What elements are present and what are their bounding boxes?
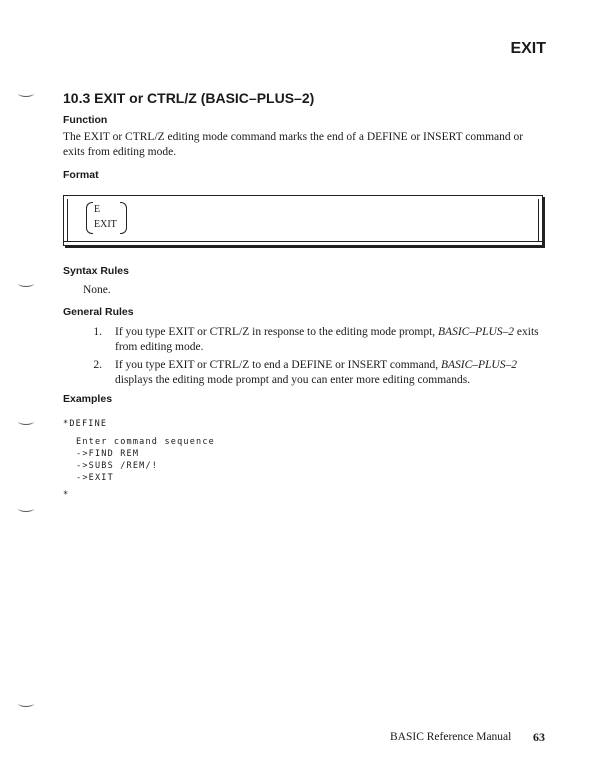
example-line: Enter command sequence: [76, 437, 215, 447]
function-text: The EXIT or CTRL/Z editing mode command marks the end of a DEFINE or INSERT command or exits from editing mode.: [63, 131, 524, 158]
format-heading: Format: [63, 169, 99, 181]
rule-number: 1.: [93, 326, 102, 338]
example-line: ->SUBS /REM/!: [76, 461, 159, 471]
margin-mark: [18, 90, 34, 97]
rule-text: If you type EXIT or CTRL/Z in response to the editing mode prompt, BASIC–PLUS–2 exits from editing mode.: [115, 326, 539, 353]
margin-mark: [18, 505, 34, 512]
page-number: 63: [533, 730, 545, 744]
running-head: EXIT: [510, 40, 546, 57]
example-line: ->FIND REM: [76, 449, 140, 459]
rule-text: If you type EXIT or CTRL/Z to end a DEFINE or INSERT command, BASIC–PLUS–2 displays the editing mode prompt and you can enter more editing commands.: [115, 359, 517, 386]
examples-heading: Examples: [63, 393, 113, 405]
example-command: *DEFINE: [63, 419, 108, 429]
format-box: [63, 195, 543, 246]
margin-mark: [18, 280, 34, 287]
general-rules-heading: General Rules: [63, 306, 134, 318]
section-heading: 10.3 EXIT or CTRL/Z (BASIC–PLUS–2): [63, 90, 315, 106]
format-option-exit: EXIT: [94, 219, 117, 230]
example-final-prompt: *: [63, 490, 70, 500]
example-line: ->EXIT: [76, 473, 114, 483]
right-brace: [120, 202, 127, 234]
footer-title: BASIC Reference Manual: [390, 731, 512, 743]
syntax-rules-heading: Syntax Rules: [63, 265, 129, 277]
rule-number: 2.: [93, 359, 102, 371]
format-option-e: E: [94, 204, 101, 215]
margin-mark: [18, 418, 34, 425]
function-heading: Function: [63, 114, 108, 126]
left-brace: [86, 202, 93, 234]
syntax-rules-text: None.: [83, 284, 111, 296]
margin-mark: [18, 700, 34, 707]
